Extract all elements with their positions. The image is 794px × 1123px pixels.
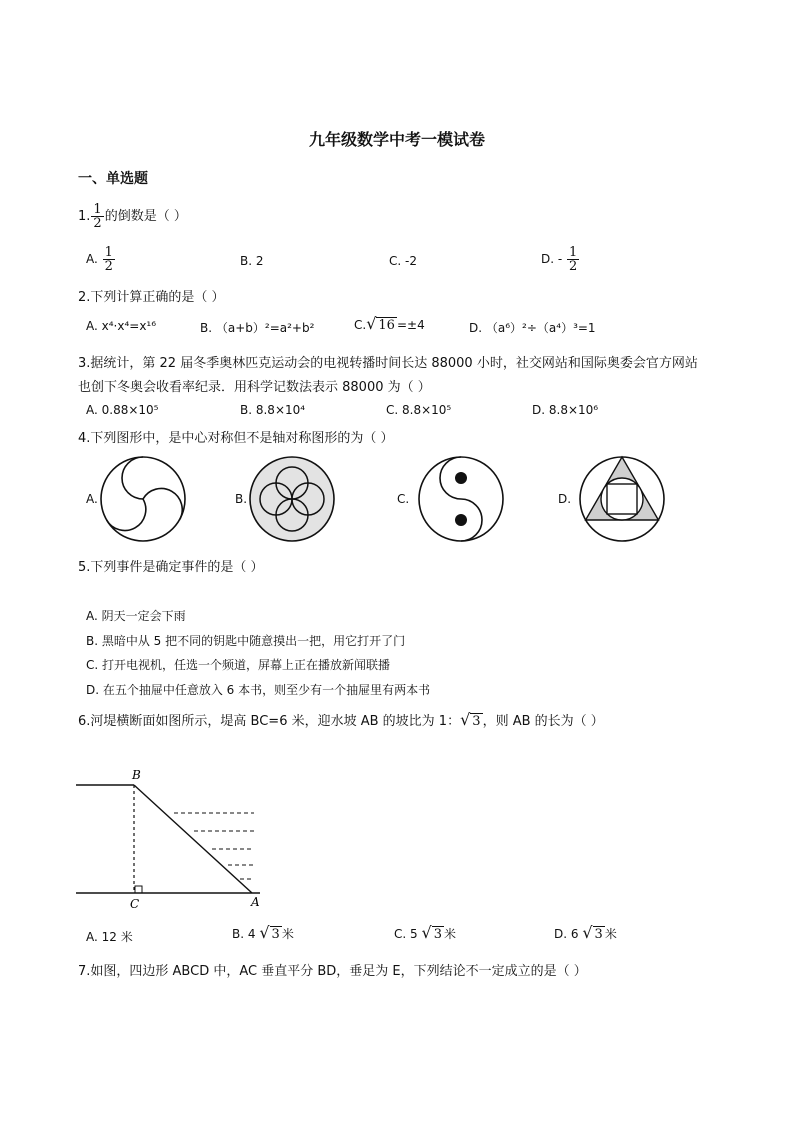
question-3-line-1: 3.据统计，第 22 届冬季奥林匹克运动会的电视转播时间长达 88000 小时，社交网站和国际奥委会官方网站	[78, 356, 698, 371]
q4-figure-b	[248, 455, 336, 543]
page-title: 九年级数学中考一模试卷	[308, 130, 485, 149]
fig-label-c: C	[130, 897, 140, 911]
question-5: 5.下列事件是确定事件的是（ ）	[78, 560, 264, 575]
q3-option-b: B. 8.8×10⁴	[240, 403, 306, 417]
q2-option-c: C.√ 16 =±4	[354, 314, 425, 333]
q5-option-b: B. 黑暗中从 5 把不同的钥匙中随意摸出一把，用它打开了门	[86, 634, 406, 648]
q4-figure-c	[417, 455, 505, 543]
q6-option-a: A. 12 米	[86, 930, 133, 944]
q3-option-c: C. 8.8×10⁵	[386, 403, 452, 417]
q4-figure-d	[578, 455, 666, 543]
fig-label-a: A	[251, 895, 260, 909]
q2-option-b: B. （a+b）²=a²+b²	[200, 321, 315, 335]
q5-option-d: D. 在五个抽屉中任意放入 6 本书，则至少有一个抽屉里有两本书	[86, 683, 431, 697]
q2-option-a: A. x⁴·x⁴=x¹⁶	[86, 319, 157, 333]
q6-option-b: B. 4 √ 3 米	[232, 923, 294, 942]
question-7: 7.如图，四边形 ABCD 中，AC 垂直平分 BD，垂足为 E，下列结论不一定成立的是（ ）	[78, 964, 587, 979]
q4-option-a: A.	[86, 492, 98, 506]
question-2: 2.下列计算正确的是（ ）	[78, 290, 225, 305]
q4-option-c: C.	[397, 492, 410, 506]
q1-number: 1.	[78, 209, 91, 224]
q4-figure-a	[99, 455, 187, 543]
q5-option-c: C. 打开电视机，任选一个频道，屏幕上正在播放新闻联播	[86, 658, 391, 672]
question-4: 4.下列图形中，是中心对称但不是轴对称图形的为（ ）	[78, 431, 394, 446]
q3-option-a: A. 0.88×10⁵	[86, 403, 159, 417]
section-heading: 一、单选题	[78, 171, 148, 187]
q5-option-a: A. 阴天一定会下雨	[86, 609, 186, 623]
q4-option-d: D.	[558, 492, 572, 506]
q1-stem: 的倒数是（ ）	[104, 209, 187, 224]
fig-label-b: B	[132, 768, 141, 782]
question-3-line-2: 也创下冬奥会收看率纪录．用科学记数法表示 88000 为（ ）	[78, 380, 431, 395]
q6-option-c: C. 5 √ 3 米	[394, 923, 456, 942]
q1-fraction: $\frac{1}{2}$	[93, 202, 102, 231]
q1-option-c: C. -2	[389, 254, 417, 268]
q1-option-d: D. - $\frac{1}{2}$	[541, 245, 578, 274]
q6-embankment-figure	[70, 765, 270, 913]
question-6: 6.河堤横断面如图所示，堤高 BC=6 米，迎水坡 AB 的坡比为 1：√ 3 ，则 AB 的长为（ ）	[78, 710, 604, 729]
q2-option-d: D. （a⁶）²÷（a⁴）³=1	[469, 321, 596, 335]
q3-option-d: D. 8.8×10⁶	[532, 403, 599, 417]
q6-option-d: D. 6 √ 3 米	[554, 923, 617, 942]
q4-option-b: B.	[235, 492, 248, 506]
q1-option-a: A. $\frac{1}{2}$	[86, 245, 113, 274]
question-1	[78, 203, 187, 230]
q1-option-b: B. 2	[240, 254, 264, 268]
